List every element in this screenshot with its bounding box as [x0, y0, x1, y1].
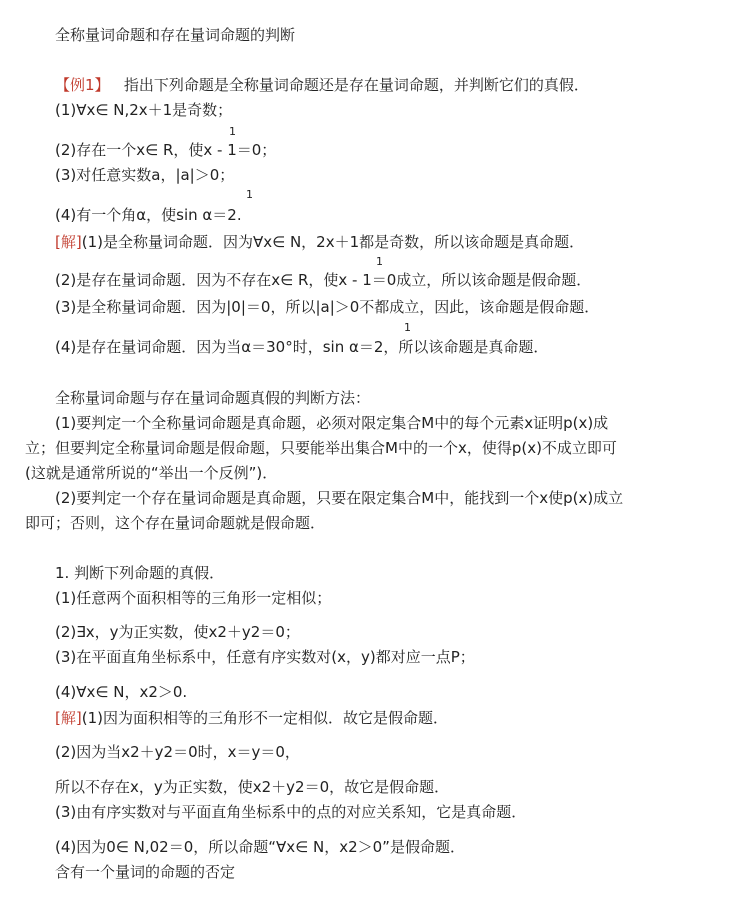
exercise-answer-2: (2)因为当x2＋y2＝0时，x＝y＝0，: [55, 743, 300, 761]
section-title: 全称量词命题和存在量词命题的判断: [55, 26, 296, 44]
method-2-line-2: 即可；否则，这个存在量词命题就是假命题．: [25, 514, 326, 532]
method-heading: 全称量词命题与存在量词命题真假的判断方法：: [55, 389, 371, 407]
example-intro: 指出下列命题是全称量词命题还是存在量词命题，并判断它们的真假．: [123, 76, 589, 94]
method-2-line-1: (2)要判定一个存在量词命题是真命题，只要在限定集合M中，能找到一个x使p(x)成立: [55, 489, 624, 507]
fraction-numerator: 1: [229, 125, 236, 138]
example-item-4: (4)有一个角α，使sin α＝2.: [55, 206, 242, 224]
fraction-numerator: 1: [246, 188, 253, 201]
method-1-line-3: (这就是通常所说的“举出一个反例”)．: [25, 464, 278, 482]
example-heading: [55, 75, 589, 95]
example-item-2: (2)存在一个x∈ R，使x - 1＝0；: [55, 141, 277, 159]
exercise-item-3: (3)在平面直角坐标系中，任意有序实数对(x，y)都对应一点P；: [55, 648, 475, 666]
solution-label: [解]: [55, 233, 82, 251]
exercise-answer-1: [55, 708, 448, 728]
exercise-intro: 1. 判断下列命题的真假．: [55, 564, 225, 582]
next-section-title: 含有一个量词的命题的否定: [55, 863, 236, 881]
exercise-item-4: (4)∀x∈ N，x2＞0.: [55, 683, 188, 701]
exercise-item-2: (2)∃x，y为正实数，使x2＋y2＝0；: [55, 623, 300, 641]
fraction-numerator: 1: [404, 321, 411, 334]
answer-3: (3)是全称量词命题．因为|0|＝0，所以|a|＞0不都成立，因此，该命题是假命题．: [55, 298, 600, 316]
example-label: 【例1】: [55, 76, 110, 94]
answer-2: (2)是存在量词命题．因为不存在x∈ R，使x - 1＝0成立，所以该命题是假命题．: [55, 271, 592, 289]
method-1-line-1: (1)要判定一个全称量词命题是真命题，必须对限定集合M中的每个元素x证明p(x)成: [55, 414, 609, 432]
answer-1: [55, 232, 584, 252]
answer-4: (4)是存在量词命题．因为当α＝30°时，sin α＝2，所以该命题是真命题．: [55, 338, 549, 356]
exercise-answer-2b: 所以不存在x，y为正实数，使x2＋y2＝0，故它是假命题．: [55, 778, 450, 796]
fraction-numerator: 1: [376, 255, 383, 268]
answer-text: (1)是全称量词命题．因为∀x∈ N，2x＋1都是奇数，所以该命题是真命题．: [81, 233, 585, 251]
answer-text: (1)因为面积相等的三角形不一定相似．故它是假命题．: [81, 709, 448, 727]
exercise-item-1: (1)任意两个面积相等的三角形一定相似；: [55, 589, 332, 607]
solution-label: [解]: [55, 709, 82, 727]
exercise-answer-3: (3)由有序实数对与平面直角坐标系中的点的对应关系知，它是真命题．: [55, 803, 527, 821]
example-item-3: (3)对任意实数a，|a|＞0；: [55, 166, 235, 184]
method-1-line-2: 立；但要判定全称量词命题是假命题，只要能举出集合M中的一个x，使得p(x)不成立即可: [25, 439, 617, 457]
exercise-answer-4: (4)因为0∈ N,02＝0，所以命题“∀x∈ N，x2＞0”是假命题．: [55, 838, 465, 856]
example-item-1: (1)∀x∈ N,2x＋1是奇数；: [55, 101, 233, 119]
